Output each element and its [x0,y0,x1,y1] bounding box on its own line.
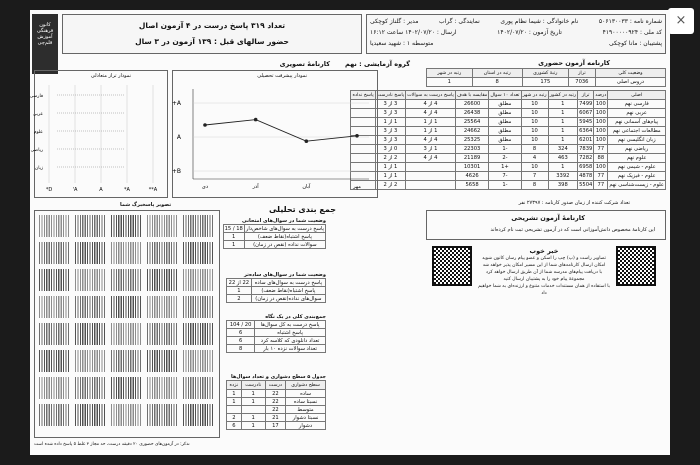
analysis-cell: تعداد دانلودی که کلاسه کرد [255,337,326,345]
analysis-cell: پاسخ اشتباه [255,329,326,337]
status-cell: 8 [472,78,522,87]
level-label: A' [72,187,78,193]
difficulty-cell: 22 [265,398,285,406]
difficulty-cell: 22 [265,390,285,398]
table-row [351,145,666,154]
lesson-cell: 7282 [579,155,593,161]
difficulty-cell: نسبتا دشوار [286,414,326,422]
answer-block [147,242,177,264]
lesson-cell: مطلق [489,109,521,118]
data-point [203,123,207,127]
pattern-title: تصویر پاسخبرگ شما [120,202,172,208]
answer-block [183,242,213,264]
lesson-cell: 2 از 2 [375,181,405,190]
difficulty-title: جدول ۵ سطح دشواری و تعداد سوال‌ها [230,374,326,380]
lesson-cell: 1 [548,127,578,136]
news-line: تصاویر راست و (پ) چپ را اسکن و عضو پیام رسان کانون شوید [482,256,606,261]
difficulty-header: سطح دشواری [286,381,326,390]
status-header: وضعیت کلی [596,69,666,78]
x-tick-label: دی [201,184,209,190]
lesson-cell: 463 [548,154,578,163]
lessons-header: پاسخ نادرست [376,92,405,98]
answer-block [147,377,177,399]
group-label: گروه آزمایشی : نهم [345,60,410,68]
lesson-cell: 22303 [455,145,489,154]
analysis-block-2 [226,272,326,303]
quiz-box [426,210,666,240]
answer-block [75,242,105,264]
answer-block [183,215,213,237]
lesson-cell: 3 از 3 [375,136,405,145]
answer-block [183,377,213,399]
lesson-cell [406,172,456,181]
lessons-header: مقایسه با هدف [456,92,488,98]
close-button[interactable]: × [668,8,694,34]
support-name: پشتیبان : مانا کوچکی [609,40,662,47]
y-tick-label: A+ [171,100,181,107]
analysis-cell: سوالات نداده (نقص در زمان) [244,241,325,249]
lesson-cell: 4878 [579,173,593,179]
news-title: خبر خوب [529,247,559,255]
difficulty-cell: نسبتا ساده [286,398,326,406]
lesson-cell: +1 [489,163,521,172]
lessons-header: رتبه در کشور [549,92,577,98]
lesson-cell: 6958 [579,164,593,170]
progress-chart [173,75,379,199]
x-tick-label: مهر [353,184,361,190]
analysis-cell: پاسخ اشتباه(نقاط ضعف) [251,287,325,295]
lesson-cell: 4626 [455,172,489,181]
level-label: A** [148,187,158,193]
lesson-cell: 100 [594,127,608,136]
lesson-cell: 10 [521,118,548,127]
student-header [366,14,666,54]
analysis-block-title: جمع‌بندی کلی در یک نگاه [265,314,326,320]
lesson-cell: 21189 [455,154,489,163]
lesson-cell: 10301 [455,163,489,172]
lesson-name: فارسی نهم [608,100,666,109]
table-row [351,172,666,181]
analysis-cell: 22 از 22 [227,279,252,287]
lesson-cell: 1 [548,136,578,145]
news-line: امکان ارسال کارنامه‌های شما از این مسیر امکان پذیر خواهد شد [482,263,606,268]
lesson-cell: -1 [489,181,521,190]
lesson-cell: 4 از 4 [406,154,456,163]
lesson-cell: 5504 [579,182,593,188]
analysis-cell: 1 [223,241,244,249]
lesson-cell: 7499 [579,101,593,107]
lesson-cell: -1 [489,145,521,154]
lesson-cell: 6201 [579,137,593,143]
lesson-cell: 1 از 3 [406,145,456,154]
lesson-name: علوم نهم [608,154,666,163]
analysis-cell: تعداد سوالات نزده ۱۰ بار [255,345,326,353]
lessons-header: درصد [595,92,607,98]
school-name: متوسطه ۱ : شهید سعیدیا [370,40,434,47]
progress-chart-box [172,70,378,198]
level-bar-label: زبان [34,166,43,171]
difficulty-header: نادرست [241,381,265,390]
difficulty-cell [241,406,265,414]
difficulty-cell [227,406,242,414]
data-point [355,134,359,138]
answer-block [183,269,213,291]
lesson-cell: 26438 [455,109,489,118]
difficulty-cell: 6 [227,422,242,430]
lessons-header: تراز [578,91,594,100]
answer-block [111,296,141,318]
exam-date: تاریخ آزمون : ۱۴۰۲/۰۷/۲۰ [497,29,562,36]
difficulty-cell: 1 [227,390,242,398]
lesson-cell: 1 از 1 [375,172,405,181]
lesson-cell: مطلق [489,118,521,127]
table-row [227,345,326,353]
lesson-cell: 100 [594,109,608,118]
lesson-cell: 1 از 1 [406,118,456,127]
lesson-cell: -7 [489,172,521,181]
manager-name: مدیر : گلناز کوچکی [370,18,419,25]
lessons-table [350,90,666,190]
table-row [227,295,326,303]
lesson-cell: 4 از 4 [406,100,456,109]
lesson-cell: 77 [594,145,608,154]
quiz-title: کارنامهٔ آزمون تشریحی [511,214,585,222]
answer-block [75,404,105,426]
national-code: کد ملی : ۴۱۹۰۰۰۰۰۹۲۴ [602,29,662,36]
lesson-cell: 4 از 4 [406,109,456,118]
answer-block [183,350,213,372]
table-row [351,100,666,109]
analysis-block-title: وضعیت شما در سوال‌های امتحانی [242,218,326,224]
table-row [227,287,326,295]
lesson-cell: 8 [521,145,548,154]
lesson-cell: 77 [594,172,608,181]
lesson-cell: 10 [521,109,548,118]
answer-block [39,323,69,345]
analysis-block-3 [226,314,326,353]
lesson-cell: 100 [594,136,608,145]
student-name: نام خانوادگی : شیما نظام پوری [500,18,579,25]
lesson-cell: 88 [594,154,608,163]
lessons-header: رتبه در شهر [522,92,547,98]
status-header: رتبه در استان [472,69,522,78]
analysis-table [223,224,326,249]
answer-block [183,404,213,426]
lesson-cell: 1 [548,118,578,127]
quiz-text: این کارنامهٔ مخصوص دانش‌آموزانی است که در آزمون تشریحی ثبت نام کرده‌اند [490,227,655,233]
lessons-header: پاسخ درست به سوالات [407,92,454,98]
answer-block [75,350,105,372]
answer-block [111,269,141,291]
level-label: D* [45,187,53,193]
lesson-cell: مطلق [489,136,521,145]
status-cell: دروس اصلی [596,78,666,87]
lesson-cell: 100 [594,163,608,172]
analysis-table [226,278,326,303]
y-tick-label: A [176,134,181,141]
logo: کانون فرهنگی آموزش قلم‌چی [32,14,58,74]
seat-number: شماره نامه : ۵۰۶۱۳۰۰۳۳ [598,18,662,25]
level-label: A [99,187,103,193]
answer-block [39,269,69,291]
difficulty-cell: 21 [265,414,285,422]
lesson-cell: 100 [594,100,608,109]
news-block [478,248,610,297]
lesson-name: علوم - شیمی نهم [608,163,666,172]
lesson-cell: 7839 [579,146,593,152]
answer-block [111,350,141,372]
lesson-cell: 1 [548,109,578,118]
answer-block [111,242,141,264]
lesson-name: علوم - فیزیک نهم [608,172,666,181]
status-header: رتبهٔ کشوری [522,69,568,78]
table-row [223,233,325,241]
table-row [351,136,666,145]
y-tick-label: B+ [171,168,181,175]
lesson-cell: 324 [548,145,578,154]
level-chart [29,79,169,199]
answer-block [75,377,105,399]
level-bar-label: علوم [33,130,43,135]
lesson-cell: 24662 [455,127,489,136]
answer-block [75,215,105,237]
status-cell: 1 [427,78,473,87]
difficulty-cell: متوسط [286,406,326,414]
table-row [223,225,325,233]
lesson-cell: 6067 [579,110,593,116]
status-table [426,68,666,87]
difficulty-table [226,380,326,430]
answer-block [183,296,213,318]
lesson-cell: 25325 [455,136,489,145]
exam-report-title: کارنامه آزمون حضوری [538,59,610,67]
level-bar-label: عربی [32,112,43,117]
difficulty-cell: 1 [241,390,265,398]
difficulty-block [226,374,326,430]
answer-block [111,323,141,345]
analysis-cell: 2 [227,295,252,303]
level-chart-box [29,70,168,198]
footer-note: تذکر: در آزمون‌های حضوری ۲۰ دقیقه درست، حد مجاز ۳ غلط ۵ پاسخ داده شده است [34,442,190,447]
table-row [227,321,326,329]
status-cell: 175 [522,78,568,87]
data-point [254,118,258,122]
difficulty-header: درست [265,381,285,390]
answer-block [111,215,141,237]
send-date: ارسال : ۱۴۰۲/۰۷/۲۰ ساعت ۱۶:۱۲ [370,29,457,36]
table-row [351,118,666,127]
qr-code-right [616,246,656,286]
answer-sheet-image [34,210,220,438]
answer-block [147,404,177,426]
lesson-cell: 1 [548,163,578,172]
analysis-cell: 1 [227,287,252,295]
table-row [351,127,666,136]
answer-block [147,296,177,318]
lesson-cell: 3 از 3 [375,109,405,118]
lesson-name: مطالعات اجتماعی نهم [608,127,666,136]
lesson-cell: 3 از 3 [375,100,405,109]
table-row [227,390,326,398]
difficulty-cell: دشوار [286,422,326,430]
lesson-cell: 10 [521,163,548,172]
lesson-cell: 6364 [579,128,593,134]
lesson-cell: 3 از 3 [375,127,405,136]
analysis-table [226,320,326,353]
answer-block [147,323,177,345]
lesson-cell: 100 [594,118,608,127]
lesson-cell: 4 از 4 [406,136,456,145]
lesson-cell: مطلق [489,127,521,136]
analysis-block-title: وضعیت شما در سوال‌های ساده‌تر [244,272,326,278]
answer-block [111,404,141,426]
answer-block [147,269,177,291]
lesson-cell: 10 [521,136,548,145]
table-row [227,406,326,414]
analysis-cell: پاسخ درست به سوال‌های شاخص‌دار [245,225,324,232]
lesson-cell: 10 [521,127,548,136]
status-header: رتبه در شهر [427,69,473,78]
lesson-cell: 26600 [455,100,489,109]
analysis-cell: 6 [227,337,255,345]
level-bar-label: ریاضی [30,148,43,153]
lesson-cell: 5658 [455,181,489,190]
status-cell: 7036 [568,78,595,87]
answer-block [111,377,141,399]
analysis-block-1 [226,218,326,249]
level-label: A* [124,187,130,193]
table-row [227,422,326,430]
table-row [351,163,666,172]
analysis-title: جمع بندی تحلیلی [268,205,336,214]
difficulty-header: نزده [227,381,242,390]
difficulty-cell: ساده [286,390,326,398]
news-line: با دریافت پیام‌های مدرسه شما از آن طریق ارسال خواهد کرد [485,270,603,275]
table-row [227,337,326,345]
lesson-name: ریاضی نهم [608,145,666,154]
difficulty-cell: 1 [241,398,265,406]
difficulty-cell: 2 [227,414,242,422]
answer-block [39,377,69,399]
analysis-cell: پاسخ درست به سوال‌های ساده [251,279,325,287]
answer-block [75,296,105,318]
lesson-cell: 0 از 3 [375,145,405,154]
lesson-cell: 25564 [455,118,489,127]
analysis-cell: سوال‌های نداده(نقص در زمان) [251,295,325,303]
lesson-cell: مطلق [489,100,521,109]
series-line [205,120,357,142]
lesson-cell: 3392 [548,172,578,181]
analysis-cell: پاسخ درست به کل سوال‌ها [255,321,326,329]
lesson-cell: -2 [489,154,521,163]
answer-block [147,350,177,372]
lesson-name: زبان انگلیسی نهم [608,136,666,145]
lesson-cell: 10 [521,100,548,109]
difficulty-cell: 22 [265,406,285,414]
level-chart-title: نمودار تراز متعادلی [90,73,131,79]
answer-block [39,215,69,237]
lesson-name: علوم - زیست‌شناسی نهم [609,182,664,188]
branch-name: نمایندگی : گراب [439,18,480,25]
difficulty-cell: 1 [241,422,265,430]
lesson-cell: 7 [521,172,548,181]
analysis-cell: 6 [227,329,255,337]
summary-header [62,14,362,54]
qr-code-left [432,246,472,286]
answer-block [39,296,69,318]
answer-block [75,323,105,345]
lesson-cell: 4 [521,154,548,163]
table-row [223,241,325,249]
difficulty-cell: 1 [227,398,242,406]
lesson-cell: 1 [548,100,578,109]
visual-report-title: کارنامهٔ تصویری [279,60,330,68]
analysis-cell: پاسخ اشتباه(نقاط ضعف) [244,233,325,241]
table-row [351,154,666,163]
lesson-cell: 1 از 1 [375,118,405,127]
lesson-name: پیام‌های آسمانی نهم [608,118,666,127]
news-line: مجموعهٔ پیام خود را به پشتیبان ارسال کنید [503,277,585,282]
progress-chart-title: نمودار پیشرفت تحصیلی [257,73,307,79]
x-tick-label: آذر [252,184,259,190]
table-row [351,109,666,118]
report-card-page [30,10,670,455]
analysis-cell: 1 [223,233,244,241]
attendance-text: حضور سالهای قبل : ۱۳۹ آزمون در ۳ سال [135,37,289,46]
analysis-cell: 20 / 104 [227,321,255,329]
answer-block [39,350,69,372]
table-row [227,279,326,287]
lesson-cell: 1 از 1 [375,163,405,172]
status-header: تراز [568,69,595,78]
answer-block [39,404,69,426]
level-bar-label: فارسی [29,94,43,99]
lesson-cell: 398 [548,181,578,190]
table-row [227,398,326,406]
lessons-header: تعداد ۱۰ سوال [490,92,520,98]
answer-block [183,323,213,345]
lesson-cell [406,181,456,190]
lesson-cell: 8 [521,181,548,190]
answer-block [147,215,177,237]
table-row [351,181,666,190]
analysis-cell: 18 / 15 [224,225,243,232]
lesson-cell [406,163,456,172]
lesson-name: عربی نهم [608,109,666,118]
lesson-cell: 1 از 1 [406,127,456,136]
lesson-cell: 77 [594,181,608,190]
difficulty-cell: 17 [265,422,285,430]
data-point [305,139,309,143]
answer-block [39,242,69,264]
table-row [227,329,326,337]
participants-note: تعداد شرکت کننده از زمان صدور کارنامه : ۲۷۳۹۷ نفر [518,200,630,206]
answer-block [75,269,105,291]
lessons-header: اصلی [608,91,666,100]
lessons-header: پاسخ نداده [352,92,374,98]
lesson-cell: 2 از 2 [375,154,405,163]
lesson-cell: 5945 [579,119,593,125]
x-tick-label: آبان [302,184,311,190]
correct-count-text: تعداد ۳۱۹ پاسخ درست در ۴ آزمون اصال [138,21,286,30]
analysis-cell: 8 [227,345,255,353]
table-row [227,414,326,422]
difficulty-cell: 1 [241,414,265,422]
news-line: با استفاده از همان مستندات خدمات متنوع و ارزنده‌ای به شما خواهیم داد [478,284,610,296]
